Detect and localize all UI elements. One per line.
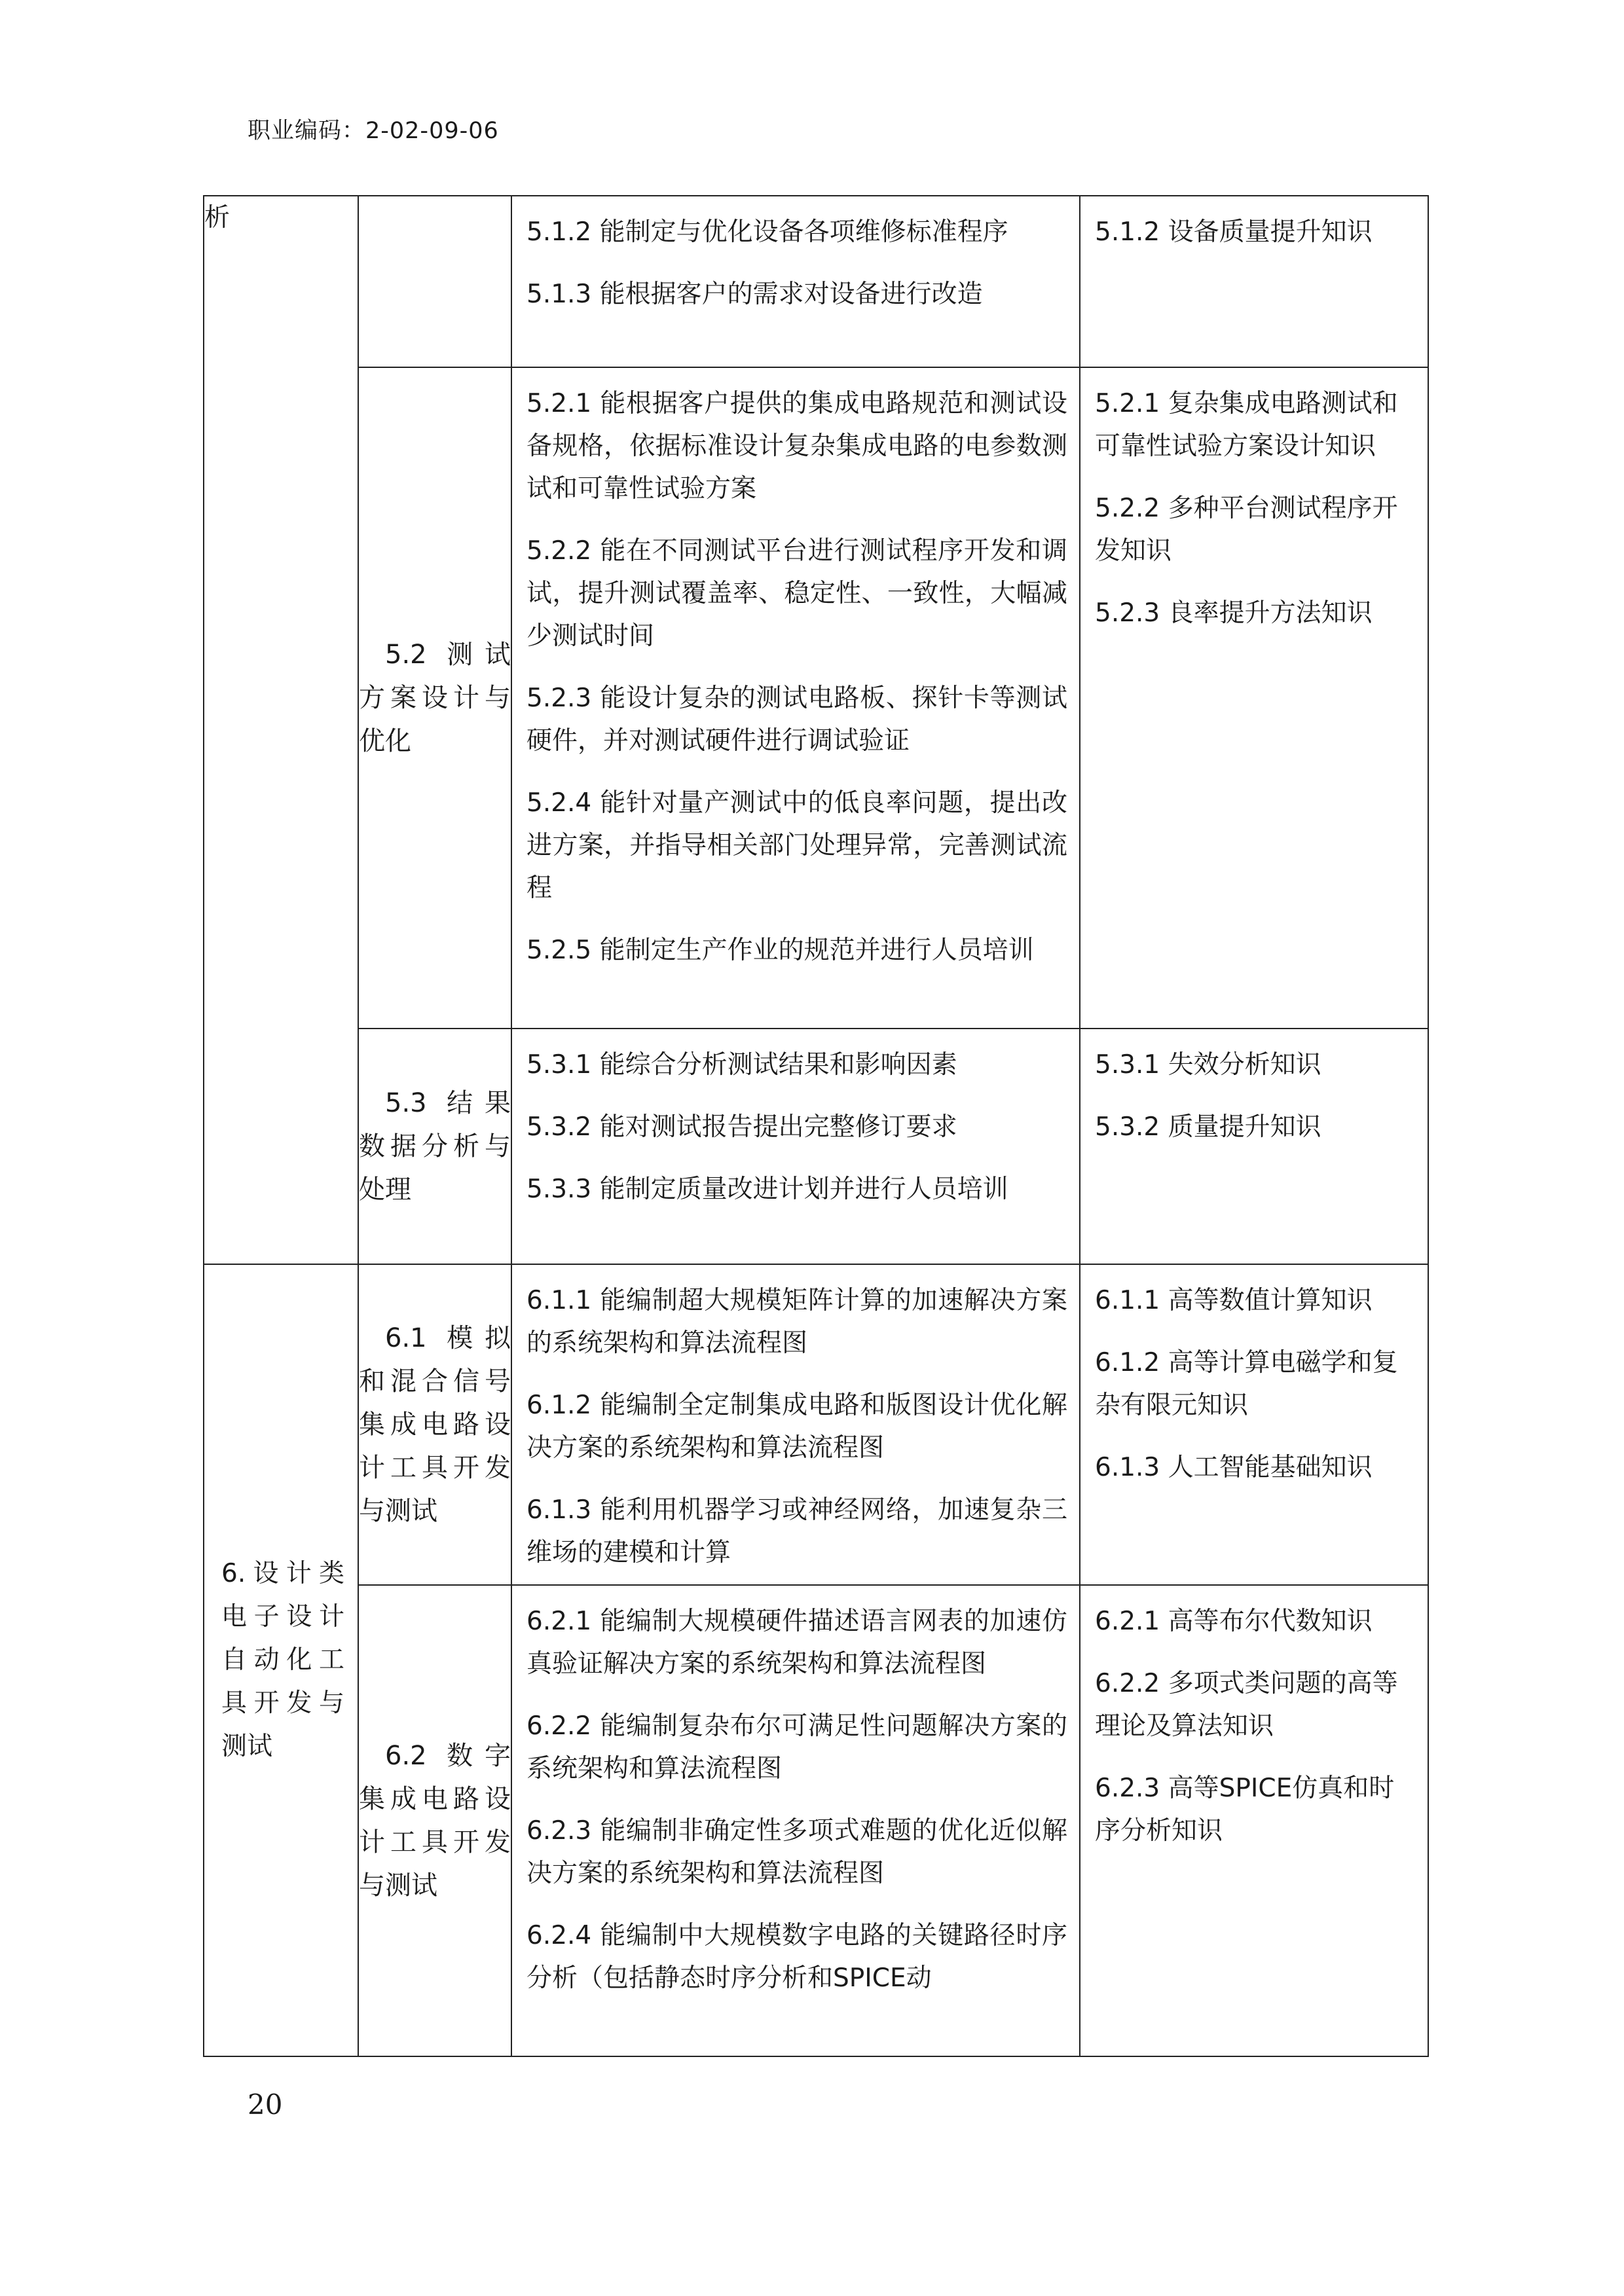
items-cell-5-3 bbox=[511, 1029, 1080, 1264]
skill-item: 6.1.3 能利用机器学习或神经网络，加速复杂三维场的建模和计算 bbox=[526, 1495, 1067, 1567]
knowledge-cell-5-2 bbox=[1080, 367, 1428, 1029]
knowledge-item: 6.1.3 人工智能基础知识 bbox=[1095, 1453, 1373, 1482]
skill-item: 6.2.4 能编制中大规模数字电路的关键路径时序分析（包括静态时序分析和SPICE动 bbox=[526, 1921, 1067, 1993]
skill-requirements-table bbox=[203, 195, 1429, 2057]
occupation-code: 职业编码：2-02-09-06 bbox=[248, 118, 499, 144]
unit-cell-5-3 bbox=[358, 1029, 511, 1264]
unit-label: 5.2 测试方案设计与优化 bbox=[359, 640, 511, 756]
skill-item: 6.2.2 能编制复杂布尔可满足性问题解决方案的系统架构和算法流程图 bbox=[526, 1711, 1067, 1783]
unit-cell-6-2 bbox=[358, 1585, 511, 2056]
skill-item: 5.3.3 能制定质量改进计划并进行人员培训 bbox=[526, 1175, 1008, 1204]
items-cell-6-2 bbox=[511, 1585, 1080, 2056]
skill-item: 6.2.3 能编制非确定性多项式难题的优化近似解决方案的系统架构和算法流程图 bbox=[526, 1816, 1067, 1888]
items-cell-5-2 bbox=[511, 367, 1080, 1029]
knowledge-cell-6-2 bbox=[1080, 1585, 1428, 2056]
function-label: 析 bbox=[204, 203, 231, 232]
knowledge-cell-6-1 bbox=[1080, 1264, 1428, 1585]
items-cell-5-1 bbox=[511, 196, 1080, 367]
unit-label: 5.3 结果数据分析与处理 bbox=[359, 1088, 511, 1205]
knowledge-item: 6.2.2 多项式类问题的高等理论及算法知识 bbox=[1095, 1669, 1398, 1741]
skill-item: 6.2.1 能编制大规模硬件描述语言网表的加速仿真验证解决方案的系统架构和算法流程图 bbox=[526, 1607, 1067, 1679]
function-cell-6 bbox=[204, 1264, 358, 2056]
skill-item: 5.2.5 能制定生产作业的规范并进行人员培训 bbox=[526, 936, 1034, 965]
items-cell-6-1 bbox=[511, 1264, 1080, 1585]
skill-item: 5.2.4 能针对量产测试中的低良率问题，提出改进方案，并指导相关部门处理异常，完善测试流程 bbox=[526, 788, 1067, 903]
skill-item: 6.1.1 能编制超大规模矩阵计算的加速解决方案的系统架构和算法流程图 bbox=[526, 1286, 1067, 1358]
knowledge-item: 5.2.1 复杂集成电路测试和可靠性试验方案设计知识 bbox=[1095, 389, 1398, 461]
skill-item: 6.1.2 能编制全定制集成电路和版图设计优化解决方案的系统架构和算法流程图 bbox=[526, 1391, 1067, 1463]
unit-cell-5-2 bbox=[358, 367, 511, 1029]
knowledge-cell-5-3 bbox=[1080, 1029, 1428, 1264]
table-row-5-2 bbox=[204, 367, 1428, 1029]
table-row-5-3 bbox=[204, 1029, 1428, 1264]
knowledge-item: 5.3.2 质量提升知识 bbox=[1095, 1112, 1321, 1142]
skill-item: 5.3.1 能综合分析测试结果和影响因素 bbox=[526, 1050, 957, 1080]
knowledge-cell-5-1 bbox=[1080, 196, 1428, 367]
page-number: 20 bbox=[248, 2088, 283, 2121]
unit-label: 6.1 模拟和混合信号集成电路设计工具开发与测试 bbox=[359, 1323, 511, 1526]
skill-item: 5.3.2 能对测试报告提出完整修订要求 bbox=[526, 1112, 957, 1142]
knowledge-item: 6.1.2 高等计算电磁学和复杂有限元知识 bbox=[1095, 1348, 1398, 1420]
knowledge-item: 6.2.3 高等SPICE仿真和时序分析知识 bbox=[1095, 1774, 1395, 1846]
unit-cell-5-1 bbox=[358, 196, 511, 367]
skill-item: 5.1.2 能制定与优化设备各项维修标准程序 bbox=[526, 217, 1008, 247]
knowledge-item: 5.1.2 设备质量提升知识 bbox=[1095, 217, 1373, 247]
function-cell-5 bbox=[204, 196, 358, 1264]
unit-cell-6-1 bbox=[358, 1264, 511, 1585]
knowledge-item: 5.3.1 失效分析知识 bbox=[1095, 1050, 1321, 1080]
skill-item: 5.1.3 能根据客户的需求对设备进行改造 bbox=[526, 280, 983, 309]
table-row-6-1 bbox=[204, 1264, 1428, 1585]
knowledge-item: 5.2.2 多种平台测试程序开发知识 bbox=[1095, 494, 1398, 566]
skill-item: 5.2.2 能在不同测试平台进行测试程序开发和调试，提升测试覆盖率、稳定性、一致性，大幅减少测试时间 bbox=[526, 536, 1067, 651]
knowledge-item: 6.1.1 高等数值计算知识 bbox=[1095, 1286, 1373, 1315]
skill-item: 5.2.3 能设计复杂的测试电路板、探针卡等测试硬件，并对测试硬件进行调试验证 bbox=[526, 683, 1067, 756]
unit-label: 6.2 数字集成电路设计工具开发与测试 bbox=[359, 1741, 511, 1901]
skill-item: 5.2.1 能根据客户提供的集成电路规范和测试设备规格，依据标准设计复杂集成电路的电参数测试和可靠性试验方案 bbox=[526, 389, 1067, 503]
function-label: 6.设计类电子设计自动化工具开发与测试 bbox=[221, 1559, 344, 1761]
table-row-6-2 bbox=[204, 1585, 1428, 2056]
knowledge-item: 6.2.1 高等布尔代数知识 bbox=[1095, 1607, 1373, 1636]
knowledge-item: 5.2.3 良率提升方法知识 bbox=[1095, 598, 1373, 628]
table-row-5-1 bbox=[204, 196, 1428, 367]
